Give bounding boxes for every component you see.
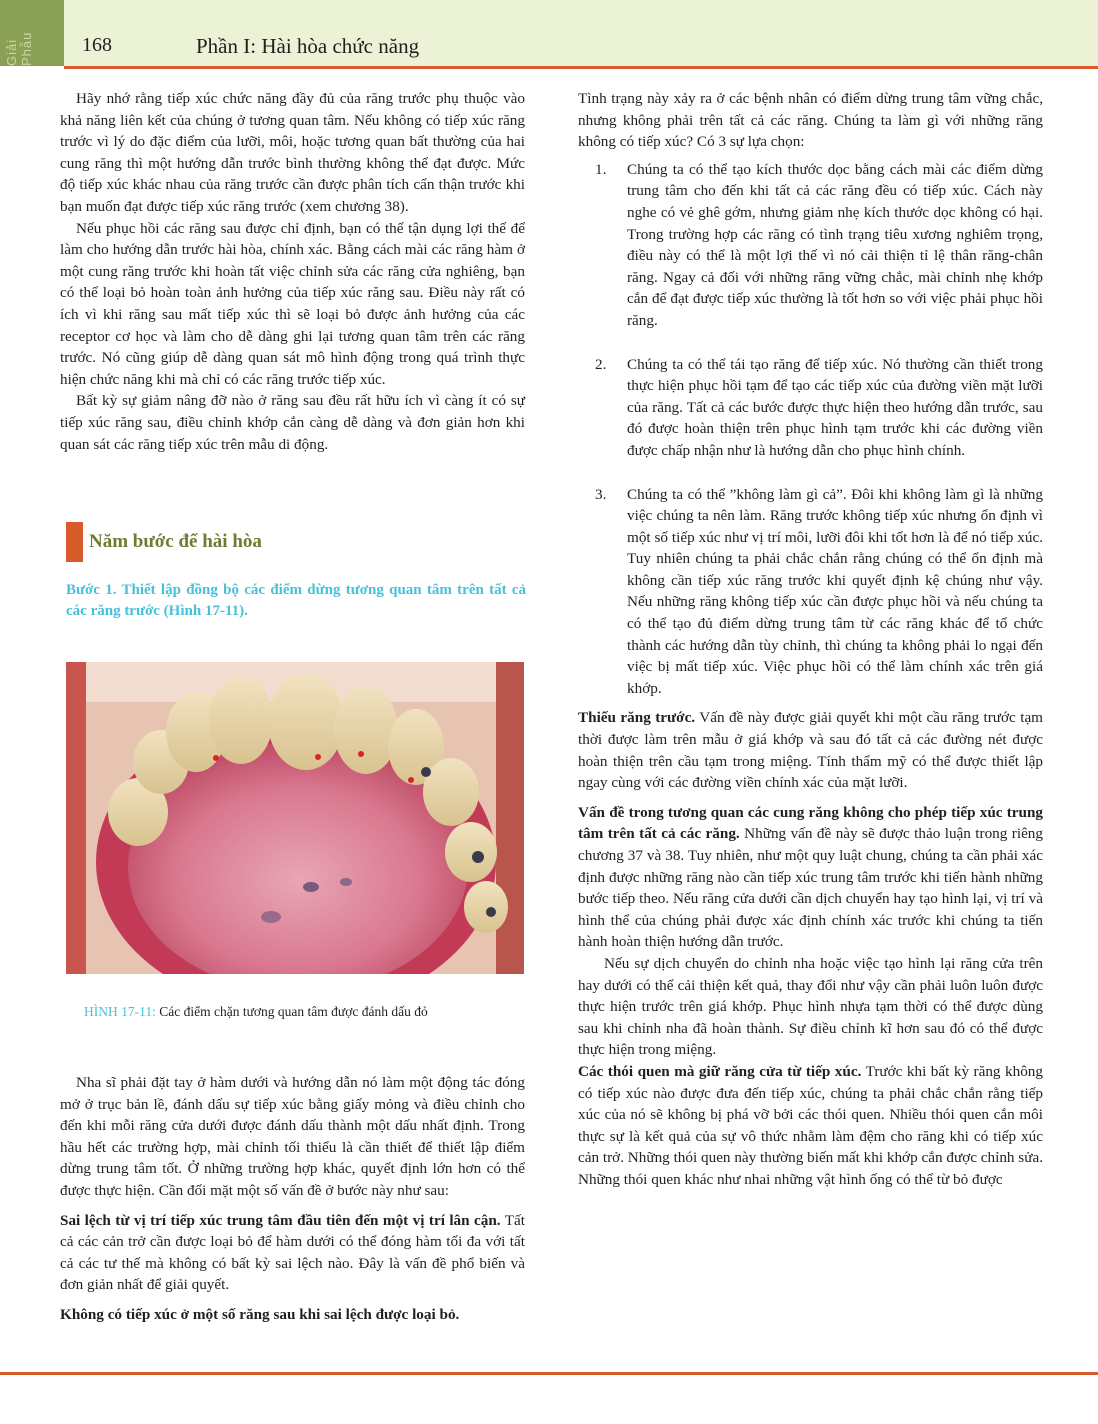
- options-list: [578, 159, 1043, 700]
- list-text: Chúng ta có thể tạo kích thước dọc bằng cách mài các điểm dừng trung tâm cho đến khi tất cả các răng đều có tiếp xúc. Cách này nghe có vẻ ghê gớm, nhưng giảm nhẹ kích thước dọc không có hại. Trong trường hợp các răng có tình trạng tiêu xương nghiêm trọng, điều này có thể là một lợi thế vì nó cải thiện tỉ lệ thân răng-chân răng. Ngay cả đối với những răng vững chắc, mài chỉnh nhẹ khớp cắn để đạt được tiếp xúc thường là tốt hơn so với việc phải phục hồi răng.: [627, 160, 1043, 329]
- list-text: Chúng ta có thể ”không làm gì cả”. Đôi khi không làm gì là những việc chúng ta nên làm. Răng trước không tiếp xúc nhưng ổn định vì một số tiếp xúc như vị trí môi, lưỡi đôi khi tốt hơn là để nó tiếp xúc. Tuy nhiên chúng ta phải chắc chắn rằng chúng có thể ổn định mà không cần tiếp xúc răng trước khi quyết định kệ chúng như vậy. Nếu những răng không tiếp xúc cần được phục hồi và nếu chúng ta có thể tạo đủ điểm dừng trung tâm từ các răng khác để tổ chức thành các hướng dẫn tùy chỉnh, thì chúng ta không phải lo ngại đến việc bị mất tiếp xúc. Việc phục hồi có thể làm chính xác trên giá khớp.: [627, 485, 1043, 697]
- left-column-bottom: [60, 1072, 525, 1326]
- run-in-heading: Vấn đề trong tương quan các cung răng không cho phép tiếp xúc trung tâm trên tất cả các răng.: [578, 803, 1043, 843]
- step-heading: Bước 1. Thiết lập đồng bộ các điểm dừng tương quan tâm trên tất cả các răng trước (Hình 17-11).: [66, 582, 526, 619]
- paragraph-text: Vấn đề này được giải quyết khi một cầu răng trước tạm thời được làm trên mẫu ở giá khớp và sau đó tất cả các đường nét được hoàn thiện trên cầu tạm trong miệng. Tính thẩm mỹ có thể được thiết lập ngay cùng với các đường viền chính xác của mặt lưỡi.: [578, 709, 1043, 792]
- paragraph: Nếu phục hồi các răng sau được chỉ định, bạn có thể tận dụng lợi thế để làm cho hướng dẫn trước hài hòa, chính xác. Bằng cách mài các răng hàm ở một cung răng trước khi hoàn tất việc chỉnh sửa các răng cửa nghiêng, bạn có thể loại bỏ hoàn toàn ảnh hưởng của tiếp xúc răng sau. Điều này rất có ích vì khi răng sau mất tiếp xúc thì sẽ loại bỏ được ảnh hưởng của các receptor cơ học và làm cho dễ dàng ghi lại tương quan tâm trên các răng trước. Nó cũng giúp dễ dàng quan sát mô hình động trong quá trình thực hiện chức năng khi mà chỉ có các răng trước tiếp xúc.: [60, 219, 525, 388]
- figure-photo: [66, 662, 524, 974]
- figure-caption-text: Các điểm chặn tương quan tâm được đánh dấu đỏ: [159, 1004, 428, 1019]
- run-in-heading: Thiếu răng trước.: [578, 709, 696, 727]
- list-text: Chúng ta có thể tái tạo răng để tiếp xúc. Nó thường cần thiết trong thực hiện phục hồi tạm để tạo các tiếp xúc của đường viền mặt lưỡi của răng. Tất cả các bước được thực hiện theo hướng dẫn trước, sau đó được hoàn thiện trên phục hình tạm trước khi các đường viền được chấp nhận như là hướng dẫn cho phục hình chính.: [627, 355, 1043, 459]
- paragraph: [578, 802, 1043, 953]
- paragraph: Nếu sự dịch chuyển do chỉnh nha hoặc việc tạo hình lại răng cửa trên hay dưới có thể cải thiện kết quả, thay đổi như vậy cần phải luôn luôn được thực hiện trước trên giá khớp. Phục hình nhựa tạm thời có thể được dùng sau khi chỉnh nha đã hoàn thành. Sự điều chỉnh kĩ hơn sau đó có thể được thực hiện trong miệng.: [578, 954, 1043, 1059]
- run-in-heading: Các thói quen mà giữ răng cửa từ tiếp xúc.: [578, 1062, 862, 1080]
- right-column: [578, 88, 1043, 1191]
- run-in-heading: Không có tiếp xúc ở một số răng sau khi sai lệch được loại bỏ.: [60, 1305, 460, 1323]
- page-header: [0, 0, 1098, 66]
- figure-caption: [84, 1004, 428, 1020]
- paragraph: Bất kỳ sự giảm nâng đỡ nào ở răng sau đều rất hữu ích vì càng ít có sự tiếp xúc răng sau, điều chỉnh khớp cắn càng dễ dàng và đơn giản hơn khi quan sát các răng tiếp xúc trên mẫu di động.: [60, 392, 525, 453]
- running-title: Phần I: Hài hòa chức năng: [196, 34, 420, 58]
- paragraph: [60, 1210, 525, 1296]
- side-tab: [0, 0, 64, 66]
- list-item: [578, 159, 1043, 332]
- section-block: [66, 522, 526, 622]
- figure-label: HÌNH 17-11:: [84, 1004, 156, 1019]
- paragraph-text: Trước khi bất kỳ răng không có tiếp xúc nào được đưa đến tiếp xúc, chúng ta phải chắc chắn rằng tiếp xúc của nó sẽ không bị phá vỡ bởi các thói quen. Nhiều thói quen cắn môi thực sự là kết quả của sự vô thức nhằm làm đệm cho răng khi có tiếp xúc cản trở. Những thói quen này thường biến mất khi khớp cắn được chỉnh sửa. Những thói quen khác như nhai những vật hình ống có thể từ bỏ được: [578, 1062, 1043, 1188]
- list-item: [578, 354, 1043, 462]
- left-column-top: [60, 88, 525, 455]
- list-number: 3.: [595, 485, 607, 503]
- paragraph: [578, 1061, 1043, 1191]
- list-number: 1.: [595, 160, 607, 178]
- section-heading: [66, 522, 526, 562]
- footer-rule: [0, 1372, 1098, 1375]
- paragraph: Nha sĩ phải đặt tay ở hàm dưới và hướng dẫn nó làm một động tác đóng mở ở trục bản lề, đánh dấu sự tiếp xúc bằng giấy mỏng và điều chỉnh cho đến khi mỗi răng cửa dưới được đánh dấu thành một dấu nhất định. Trong hầu hết các trường hợp, mài chỉnh tối thiểu là cần thiết để thiết lập điểm dừng trung tâm tốt. Ở những trường hợp khác, quyết định lớn hơn có thể được thực hiện. Cần đối mặt một số vấn đề ở bước này như sau:: [60, 1074, 525, 1199]
- paragraph: Tình trạng này xảy ra ở các bệnh nhân có điểm dừng trung tâm vững chắc, nhưng không phải trên tất cả các răng. Chúng ta làm gì với những răng không có tiếp xúc? Có 3 sự lựa chọn:: [578, 90, 1043, 151]
- header-rule: [64, 66, 1098, 69]
- paragraph: [578, 707, 1043, 793]
- section-marker: [66, 522, 83, 562]
- paragraph-text: Những vấn đề này sẽ được thảo luận trong riêng chương 37 và 38. Tuy nhiên, như một quy luật chung, chúng ta cần phải xác định được những răng nào cần tiếp xúc trung tâm trước khi tiến hành những bước tiếp theo. Nếu răng cửa dưới cần dịch chuyển hay tạo hình lại, vị trí và hình thể của chúng phải được xác định chính xác trước khi chúng ta tiến hành hoàn thiện hướng dẫn trước.: [578, 825, 1043, 951]
- list-item: [578, 484, 1043, 700]
- run-in-heading: Sai lệch từ vị trí tiếp xúc trung tâm đầu tiên đến một vị trí lân cận.: [60, 1211, 501, 1229]
- paragraph-text: Tất cả các cản trở cần được loại bỏ để hàm dưới có thể đóng hàm tối đa với tất cả các tư thế mà không có bất kỳ sai lệch nào. Đây là vấn đề phổ biến và đơn giản nhất để giải quyết.: [60, 1211, 525, 1294]
- list-number: 2.: [595, 355, 607, 373]
- section-title: Năm bước để hài hòa: [89, 531, 262, 553]
- page-number: 168: [82, 34, 112, 56]
- paragraph: Hãy nhớ rằng tiếp xúc chức năng đầy đủ của răng trước phụ thuộc vào khả năng liên kết của chúng ở tương quan tâm. Nếu không có tiếp xúc răng trước vì lý do đặc điểm của lưỡi, môi, hoặc tương quan bất thường của hai cung răng thì một hướng dẫn trước bình thường không thể đạt được. Mức độ tiếp xúc khác nhau của răng trước cần được phân tích cẩn thận trước khi bạn muốn đạt được tiếp xúc răng trước (xem chương 38).: [60, 90, 525, 215]
- side-tab-label: Giải Phẫu: [4, 31, 34, 66]
